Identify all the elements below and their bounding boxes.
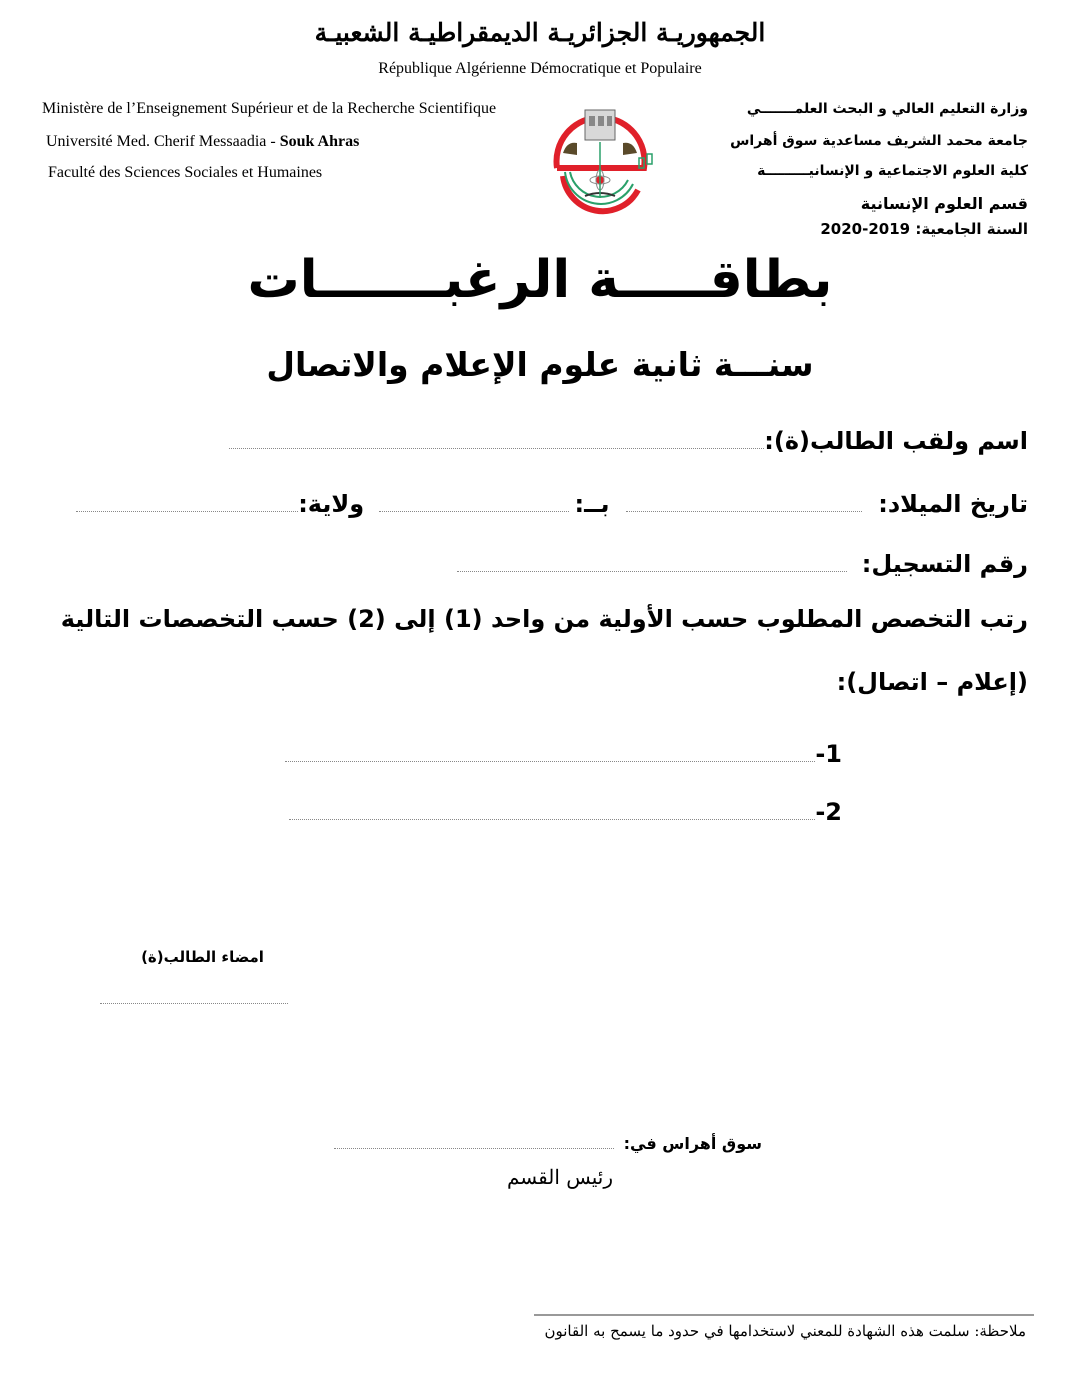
- ministry-fr: Ministère de l’Enseignement Supérieur et de la Recherche Scientifique: [42, 100, 497, 117]
- choice-2-number: -2: [815, 798, 842, 826]
- academic-year: [820, 220, 1028, 238]
- page-title: بطاقـــــة الرغبـــــــات: [247, 250, 833, 310]
- student-signature-label: امضاء الطالب(ة): [141, 948, 264, 966]
- birth-date-label: تاريخ الميلاد:: [878, 490, 1028, 518]
- place-date-input[interactable]: [334, 1148, 614, 1149]
- registration-field: [457, 550, 1028, 578]
- page-subtitle: سنـــة ثانية علوم الإعلام والاتصال: [266, 345, 814, 384]
- wilaya-label: ولاية:: [298, 490, 365, 518]
- republic-title-ar: الجمهوريـة الجزائريـة الديمقراطيـة الشعبيـة: [314, 18, 766, 47]
- university-logo: [543, 98, 658, 216]
- place-date-field: [334, 1134, 762, 1153]
- university-fr: [46, 133, 359, 151]
- birth-place-label: بــ:: [574, 490, 610, 518]
- faculty-ar: كلية العلوم الاجتماعية و الإنسانيـــــــــة: [757, 163, 1028, 179]
- choice-2: [289, 798, 842, 826]
- place-date-label: سوق أهراس في:: [623, 1134, 762, 1153]
- choice-1-number: -1: [815, 740, 842, 768]
- registration-input[interactable]: [457, 571, 847, 572]
- academic-year-value: 2020-2019: [820, 220, 911, 238]
- republic-title-fr: République Algérienne Démocratique et Populaire: [378, 60, 702, 77]
- academic-year-label: السنة الجامعية:: [915, 220, 1028, 238]
- footer-note: ملاحظة: سلمت هذه الشهادة للمعني لاستخدامها في حدود ما يسمح به القانون: [544, 1322, 1026, 1340]
- choice-2-input[interactable]: [289, 819, 815, 820]
- birth-field: [76, 490, 1028, 518]
- faculty-fr: Faculté des Sciences Sociales et Humaines: [48, 164, 323, 181]
- birth-date-input[interactable]: [626, 511, 862, 512]
- instruction-line-1: رتب التخصص المطلوب حسب الأولية من واحد (1) إلى (2) حسب التخصصات التالية: [60, 605, 1028, 633]
- ministry-ar: وزارة التعليم العالي و البحث العلمـــــــي: [746, 101, 1028, 117]
- student-name-input[interactable]: [229, 448, 764, 449]
- university-logo-emblem: [543, 98, 658, 216]
- student-signature-input[interactable]: [100, 1003, 288, 1004]
- choice-1-input[interactable]: [285, 761, 815, 762]
- wilaya-input[interactable]: [76, 511, 298, 512]
- choice-1: [285, 740, 842, 768]
- department-ar: قسم العلوم الإنسانية: [860, 194, 1028, 213]
- instruction-line-2: (إعلام – اتصال):: [836, 668, 1028, 696]
- note-divider: [534, 1314, 1034, 1316]
- university-fr-city: Souk Ahras: [279, 133, 360, 150]
- registration-label: رقم التسجيل:: [861, 550, 1028, 578]
- university-fr-name: Université Med. Cherif Messaadia -: [46, 133, 280, 150]
- birth-place-input[interactable]: [379, 511, 569, 512]
- student-name-field: [229, 427, 1028, 455]
- head-of-department: رئيس القسم: [506, 1165, 614, 1189]
- university-ar: جامعة محمد الشريف مساعدية سوق أهراس: [730, 133, 1028, 149]
- student-name-label: اسم ولقب الطالب(ة):: [764, 427, 1028, 455]
